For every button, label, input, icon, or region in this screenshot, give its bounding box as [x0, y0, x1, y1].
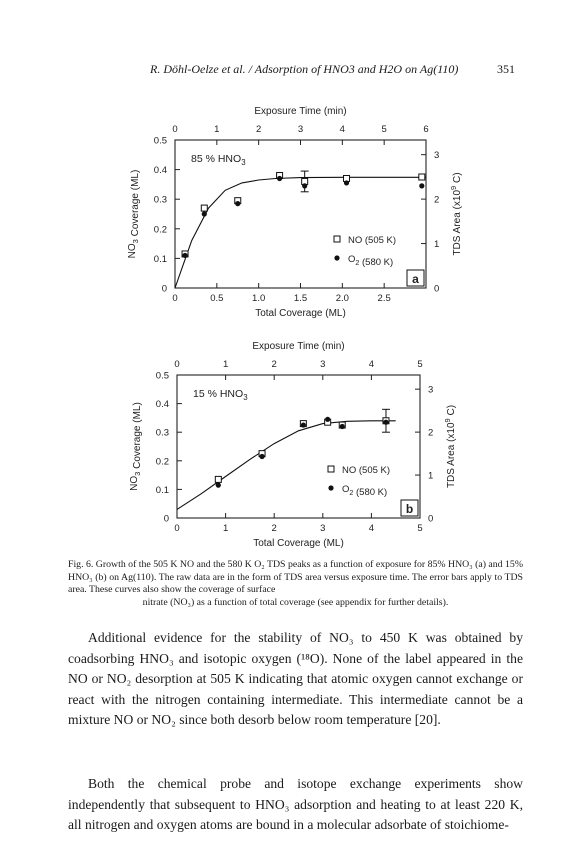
right-tick-label: 0	[428, 513, 434, 525]
data-point-o2	[277, 176, 282, 181]
figure-6b	[0, 330, 576, 558]
x-tick-label: 2	[271, 523, 277, 534]
legend-label-o2: $O_2$ (580 K)	[348, 254, 394, 268]
top-tick-label: 5	[381, 124, 387, 135]
panel-letter: b	[405, 502, 414, 516]
x-tick-label: 5	[417, 523, 423, 534]
y-tick-label: 0.1	[153, 253, 167, 265]
y-tick-label: 0.4	[155, 399, 169, 411]
top-tick-label: 6	[423, 124, 429, 135]
y-tick-label: 0.5	[153, 135, 167, 147]
data-point-o2	[419, 183, 424, 188]
data-point-o2	[344, 180, 349, 185]
legend-label-o2: $O_2$ (580 K)	[342, 484, 388, 498]
x-tick-label: 2.0	[335, 293, 349, 304]
y-tick-label: 0.1	[155, 484, 169, 496]
top-tick-label: 1	[214, 124, 220, 135]
data-point-o2	[325, 417, 330, 422]
data-point-o2	[301, 422, 306, 427]
x-tick-label: 1	[222, 523, 229, 534]
x-tick-label: 3	[320, 523, 326, 534]
y-tick-label: 0.2	[155, 456, 169, 468]
caption-last-line: nitrate (NO₃) as a function of total coverage (see appendix for further details).	[142, 596, 449, 608]
fit-curve	[175, 177, 426, 288]
x-tick-label: 0.5	[210, 293, 224, 304]
legend-marker-o2	[328, 485, 333, 490]
data-point-o2	[182, 253, 187, 258]
x-tick-label: 0	[174, 523, 180, 534]
y-tick-label: 0.3	[155, 427, 169, 439]
data-point-o2	[259, 454, 264, 459]
figure-caption	[68, 559, 523, 609]
right-axis-title: TDS Area ($x10^9$ C)	[449, 172, 463, 256]
y-tick-label: 0.3	[153, 194, 167, 206]
x-axis-title: Total Coverage (ML)	[255, 308, 346, 319]
y-axis-title: $NO_3$ Coverage (ML)	[129, 402, 143, 491]
top-tick-label: 2	[256, 124, 262, 135]
top-tick-label: 0	[174, 359, 180, 370]
y-tick-label: 0.5	[155, 370, 169, 382]
x-tick-label: 1.0	[252, 293, 266, 304]
body-paragraph: Additional evidence for the stability of NO₃ to 450 K was obtained by coadsorbing HNO₃ and isotopic oxygen (¹⁸O). None of the label appeared in the NO or NO₂ desorption at 505 K indicating that atomic oxygen cannot exchange or react with the nitrogen containing intermediate. This intermediate cannot be a mixture NO or NO₂ since both desorb below room temperature [20].	[68, 630, 523, 727]
right-tick-label: 3	[428, 384, 434, 396]
right-tick-label: 1	[434, 239, 440, 251]
data-point-no	[201, 205, 207, 211]
right-tick-label: 2	[434, 194, 440, 206]
top-tick-label: 3	[320, 359, 326, 370]
right-tick-label: 2	[428, 427, 434, 439]
top-tick-label: 2	[271, 359, 277, 370]
top-axis-title: Exposure Time (min)	[252, 341, 345, 352]
right-tick-label: 1	[428, 470, 434, 482]
panel-letter: a	[412, 272, 419, 286]
data-point-o2	[235, 201, 240, 206]
data-point-no	[419, 174, 425, 180]
legend-marker-o2	[334, 255, 339, 260]
x-axis-title: Total Coverage (ML)	[253, 538, 344, 549]
top-axis-title: Exposure Time (min)	[254, 106, 347, 117]
running-title: R. Döhl-Oelze et al. / Adsorption of HNO3 and H2O on Ag(110)	[150, 62, 459, 76]
legend-marker-no	[334, 236, 340, 242]
top-tick-label: 4	[339, 124, 345, 135]
data-point-o2	[383, 420, 388, 425]
body-paragraph: Both the chemical probe and isotope exchange experiments show independently that subsequent to HNO₃ adsorption and heating to at least 220 K, all nitrogen and oxygen atoms are bound in a molecular adsorbate of stoichiome-	[68, 776, 523, 832]
top-tick-label: 0	[172, 124, 178, 135]
top-tick-label: 5	[417, 359, 423, 370]
y-axis-title: $NO_3$ Coverage (ML)	[127, 169, 141, 259]
y-tick-label: 0.2	[153, 224, 167, 236]
legend-label-no: NO (505 K)	[342, 465, 391, 476]
data-point-o2	[340, 424, 345, 429]
x-tick-label: 4	[368, 523, 375, 534]
x-tick-label: 2.5	[377, 293, 391, 304]
legend-label-no: NO (505 K)	[348, 235, 397, 246]
figure-6a	[0, 84, 576, 322]
right-tick-label: 0	[434, 283, 440, 295]
data-point-o2	[216, 483, 221, 488]
data-point-o2	[302, 183, 307, 188]
y-tick-label: 0	[161, 283, 167, 295]
data-point-no	[215, 476, 221, 482]
top-tick-label: 4	[368, 359, 375, 370]
percent-hno3-label: 15 % $HNO_3$	[193, 388, 248, 402]
top-tick-label: 1	[222, 359, 229, 370]
y-tick-label: 0	[163, 513, 169, 525]
right-tick-label: 3	[434, 150, 440, 162]
right-axis-title: TDS Area ($x10^9$ C)	[443, 404, 457, 489]
page-number: 351	[497, 62, 515, 76]
y-tick-label: 0.4	[153, 165, 167, 177]
caption-body: Fig. 6. Growth of the 505 K NO and the 580 K O₂ TDS peaks as a function of exposure for 85% HNO₃ (a) and 15% HNO₃ (b) on Ag(110). The raw data are in the form of TDS area versus exposure time. The error bars apply to TDS area. These curves also show the coverage of surface	[68, 559, 523, 595]
percent-hno3-label: 85 % $HNO_3$	[191, 153, 246, 167]
running-header	[0, 62, 576, 80]
x-tick-label: 1.5	[293, 293, 308, 304]
data-point-o2	[202, 211, 207, 216]
legend-marker-no	[328, 466, 334, 472]
x-tick-label: 0	[172, 293, 178, 304]
top-tick-label: 3	[297, 124, 304, 135]
